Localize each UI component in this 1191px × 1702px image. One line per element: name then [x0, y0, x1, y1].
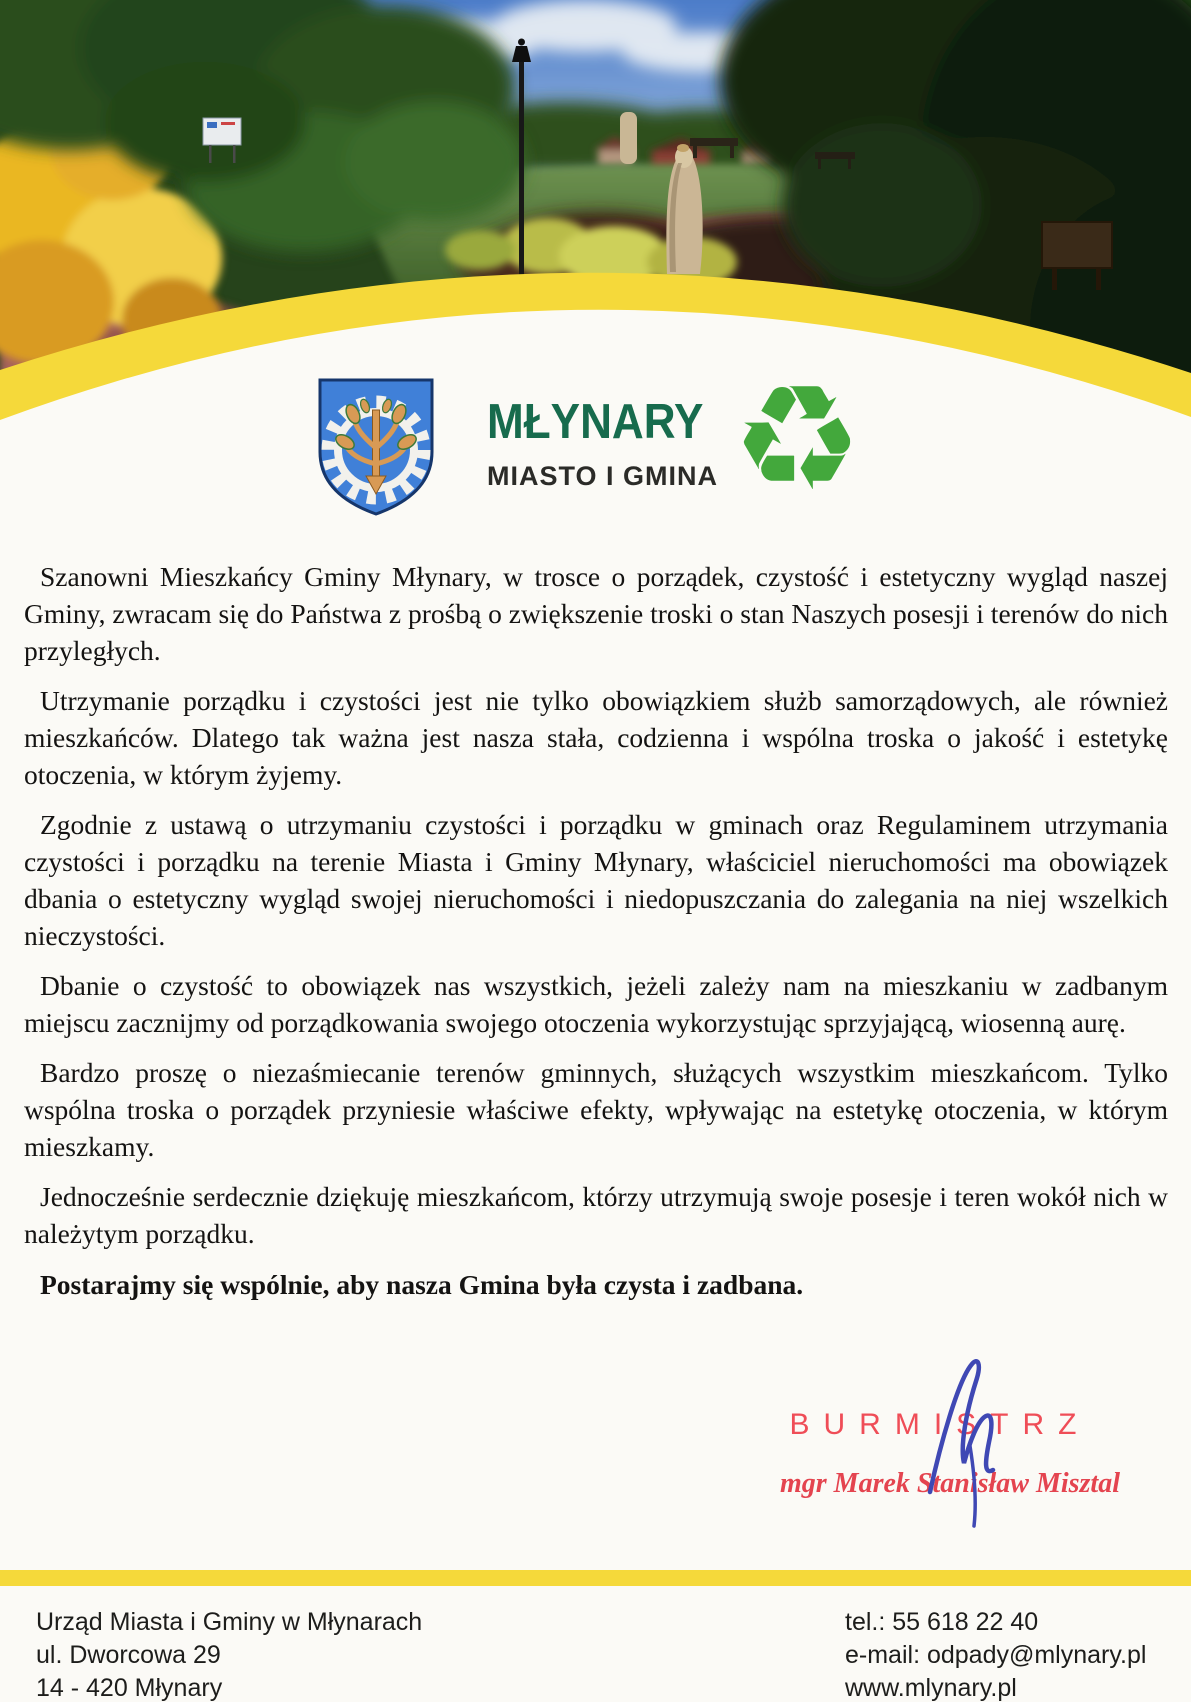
closing-statement: Postarajmy się wspólnie, aby nasza Gmina była czysta i zadbana.	[40, 1269, 804, 1300]
pen-signature	[900, 1350, 1020, 1530]
office-city: 14 - 420 Młynary	[36, 1674, 223, 1702]
municipality-name: MŁYNARY	[487, 395, 704, 449]
mayor-stamp-name: mgr Marek Stanisław Misztal	[780, 1468, 1120, 1499]
paragraph: Bardzo proszę o niezaśmiecanie terenów gminnych, służących wszystkim mieszkańcom. Tylko wspólna troska o porządek przyniesie właściwe efekty, wpływając na estetykę otoczenia, w którym mieszkamy.	[24, 1057, 1168, 1162]
paragraph: Szanowni Mieszkańcy Gminy Młynary, w trosce o porządek, czystość i estetyczny wygląd naszej Gminy, zwracam się do Państwa z prośbą o zwiększenie troski o stan Naszych posesji i terenów do nich przyległych.	[24, 561, 1168, 666]
coat-of-arms	[312, 376, 440, 518]
footer-address	[36, 1606, 422, 1702]
office-street: ul. Dworcowa 29	[36, 1641, 221, 1669]
recycle-icon: ♻	[731, 354, 863, 524]
paragraph: Zgodnie z ustawą o utrzymaniu czystości i porządku w gminach oraz Regulaminem utrzymania czystości i porządku na terenie Miasta i Gminy Młynary, właściciel nieruchomości ma obowiązek dbania o estetyczny wygląd swojej nieruchomości i niedopuszczania do zalegania na niej wszelkich nieczystości.	[24, 809, 1168, 951]
footer-contact	[845, 1606, 1146, 1702]
letter-body	[24, 558, 1168, 1316]
mayor-stamp-title: BURMISTRZ	[789, 1408, 1091, 1441]
paragraph: Dbanie o czystość to obowiązek nas wszystkich, jeżeli zależy nam na mieszkaniu w zadbanym miejscu zacznijmy od porządkowania swojego otoczenia wykorzystując sprzyjającą, wiosenną aurę.	[24, 970, 1168, 1038]
paragraph: Jednocześnie serdecznie dziękuję mieszkańcom, którzy utrzymują swoje posesje i teren wokół nich w należytym porządku.	[24, 1181, 1168, 1249]
website: www.mlynary.pl	[845, 1674, 1017, 1702]
paragraph: Utrzymanie porządku i czystości jest nie tylko obowiązkiem służb samorządowych, ale również mieszkańców. Dlatego tak ważna jest nasza stała, codzienna i wspólna troska o jakość i estetykę otoczenia, w którym żyjemy.	[24, 685, 1168, 790]
municipality-subtitle: MIASTO I GMINA	[487, 461, 719, 491]
small-statue	[620, 112, 637, 164]
office-name: Urząd Miasta i Gminy w Młynarach	[36, 1608, 423, 1636]
email: e-mail: odpady@mlynary.pl	[845, 1641, 1147, 1669]
footer-divider	[0, 1570, 1191, 1586]
phone: tel.: 55 618 22 40	[845, 1608, 1039, 1636]
